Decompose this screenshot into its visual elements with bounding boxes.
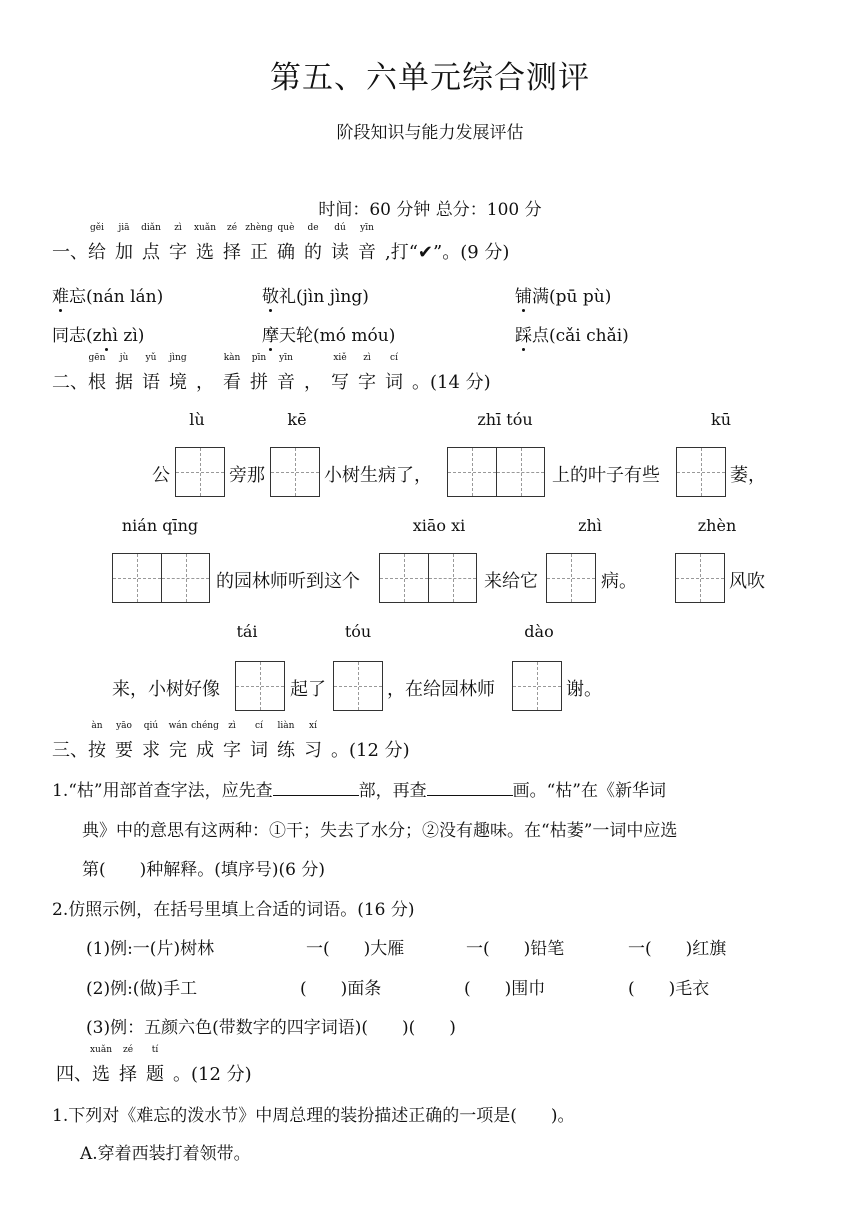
s3-q1-line2: 典》中的意思有这两种：①干；失去了水分；②没有趣味。在“枯萎”一词中应选 bbox=[82, 821, 678, 841]
s1-item-caidian: 踩点(cǎi chǎi) bbox=[515, 326, 629, 346]
annotated-char: 境 bbox=[169, 372, 187, 393]
annotated-char: 字 bbox=[169, 242, 187, 263]
annotated-char: 音 bbox=[358, 242, 376, 263]
pinyin-annotation: xuǎn bbox=[89, 1045, 113, 1055]
pinyin-zhen: zhèn bbox=[697, 516, 737, 535]
pinyin-annotated-char bbox=[245, 223, 273, 264]
writing-box-zhitou[interactable] bbox=[447, 447, 545, 497]
pinyin-annotation: pīn bbox=[251, 353, 267, 363]
annotated-char: ， bbox=[196, 372, 214, 393]
pinyin-annotation: cí bbox=[255, 721, 263, 731]
pinyin-annotated-char bbox=[146, 1045, 164, 1086]
annotated-char: 成 bbox=[196, 740, 214, 761]
annotated-char: 根 bbox=[88, 372, 106, 393]
annotated-char: 选 bbox=[92, 1064, 110, 1085]
pinyin-annotated-char bbox=[89, 1045, 113, 1086]
annotated-char: 求 bbox=[142, 740, 160, 761]
annotated-char: 词 bbox=[250, 740, 268, 761]
pinyin-annotation: cí bbox=[390, 353, 398, 363]
row2-text-geita: 来给它 bbox=[484, 571, 538, 592]
pinyin-annotated-char bbox=[331, 353, 349, 394]
pinyin-annotation: zì bbox=[174, 223, 182, 233]
pinyin-dao: dào bbox=[524, 622, 554, 641]
annotated-char: 选 bbox=[196, 242, 214, 263]
row3-text-qile: 起了 bbox=[290, 679, 326, 700]
annotated-char: 据 bbox=[115, 372, 133, 393]
pinyin-annotation: àn bbox=[91, 721, 103, 731]
s4-q1-option-a[interactable]: A.穿着西装打着领带。 bbox=[80, 1144, 251, 1164]
annotated-char: 题 bbox=[146, 1064, 164, 1085]
annotated-char: 拼 bbox=[250, 372, 268, 393]
pinyin-annotated-char bbox=[223, 353, 241, 394]
annotated-char: 读 bbox=[331, 242, 349, 263]
annotated-char: 练 bbox=[277, 740, 295, 761]
writing-box-zhen[interactable] bbox=[675, 553, 725, 603]
writing-box-dao[interactable] bbox=[512, 661, 562, 711]
annotated-char: 习 bbox=[304, 740, 322, 761]
annotated-char: 点 bbox=[142, 242, 160, 263]
row2-text-fengchui: 风吹 bbox=[729, 571, 765, 592]
writing-box-lu[interactable] bbox=[175, 447, 225, 497]
annotated-char: 要 bbox=[115, 740, 133, 761]
row1-text-wei: 萎， bbox=[730, 465, 766, 486]
pinyin-annotated-char bbox=[250, 721, 268, 762]
writing-box-nianqing[interactable] bbox=[112, 553, 210, 603]
answer-blank-bushou[interactable] bbox=[273, 778, 359, 796]
pinyin-annotated-char bbox=[88, 223, 106, 264]
pinyin-annotation: liàn bbox=[277, 721, 295, 731]
section-tail: ,打“✔”。(9 分) bbox=[385, 242, 510, 263]
pinyin-annotation: xuǎn bbox=[193, 223, 217, 233]
pinyin-annotation: diǎn bbox=[141, 223, 161, 233]
row1-text-pangna: 旁那 bbox=[229, 465, 265, 486]
pinyin-annotated-char bbox=[119, 1045, 137, 1086]
section4-heading: 四、 xuǎn 选 zé 择 tí 题 。(12 分) bbox=[56, 1045, 252, 1085]
pinyin-annotation: zì bbox=[363, 353, 371, 363]
pinyin-annotation: yǔ bbox=[145, 353, 157, 363]
pinyin-annotated-char bbox=[331, 223, 349, 264]
pinyin-annotation: gěi bbox=[90, 223, 104, 233]
pinyin-annotation: xiě bbox=[333, 353, 347, 363]
annotated-char: 完 bbox=[169, 740, 187, 761]
answer-blank-bihua[interactable] bbox=[427, 778, 513, 796]
s3-q2-1-example: (1)例:一(片)树林 bbox=[86, 939, 215, 959]
s3-q2-2-a[interactable]: ( )面条 bbox=[300, 979, 382, 999]
row1-text-gong: 公 bbox=[152, 465, 170, 486]
pinyin-annotated-char bbox=[304, 368, 322, 394]
pinyin-annotation: tí bbox=[151, 1045, 159, 1055]
pinyin-annotation: dú bbox=[334, 223, 346, 233]
pinyin-annotated-char bbox=[115, 721, 133, 762]
pinyin-zhitou: zhī tóu bbox=[477, 410, 533, 429]
pinyin-annotated-char bbox=[304, 223, 322, 264]
writing-box-zhi[interactable] bbox=[546, 553, 596, 603]
pinyin-annotated-char bbox=[385, 353, 403, 394]
pinyin-tai: tái bbox=[236, 622, 258, 641]
pinyin-annotated-char bbox=[168, 721, 188, 762]
annotated-char: 的 bbox=[304, 242, 322, 263]
annotated-char: 择 bbox=[223, 242, 241, 263]
pinyin-annotated-char bbox=[277, 223, 295, 264]
section2-heading: 二、 gēn 根 jù 据 yǔ 语 jìng 境 ， kàn 看 pīn 拼 yīn 音 ， xiě 写 zì 字 cí 词 。(14 分) bbox=[52, 353, 491, 393]
pinyin-annotation: yīn bbox=[360, 223, 374, 233]
pinyin-annotation: xí bbox=[309, 721, 317, 731]
row2-text-yuanlinshi: 的园林师听到这个 bbox=[216, 571, 360, 592]
pinyin-xiaoxi: xiāo xi bbox=[412, 516, 466, 535]
annotated-char: 择 bbox=[119, 1064, 137, 1085]
pinyin-annotated-char bbox=[115, 223, 133, 264]
pinyin-annotation: jù bbox=[119, 353, 129, 363]
annotated-char: 词 bbox=[385, 372, 403, 393]
s3-q2-2-example: (2)例:(做)手工 bbox=[86, 979, 198, 999]
pinyin-annotation: jiā bbox=[118, 223, 130, 233]
pinyin-annotation: zì bbox=[228, 721, 236, 731]
writing-box-ku[interactable] bbox=[676, 447, 726, 497]
s1-item-tongzhi: 同志(zhì zì) bbox=[52, 326, 145, 346]
pinyin-annotated-char bbox=[142, 721, 160, 762]
s3-q2: 2.仿照示例，在括号里填上合适的词语。(16 分) bbox=[52, 900, 415, 920]
s3-q2-1-a[interactable]: 一( )大雁 bbox=[306, 939, 405, 959]
writing-box-ke[interactable] bbox=[270, 447, 320, 497]
pinyin-annotation: qiú bbox=[143, 721, 159, 731]
pinyin-annotated-char bbox=[141, 223, 161, 264]
time-info: 时间：60 分钟 总分：100 分 bbox=[318, 200, 542, 220]
row3-text-xie: 谢。 bbox=[566, 679, 602, 700]
s1-item-puman: 铺满(pū pù) bbox=[515, 287, 612, 307]
pinyin-lu: lù bbox=[189, 410, 205, 429]
pinyin-ke: kē bbox=[287, 410, 307, 429]
writing-box-xiaoxi[interactable] bbox=[379, 553, 477, 603]
pinyin-annotation: zé bbox=[122, 1045, 134, 1055]
row3-text-lai: 来，小树好像 bbox=[112, 679, 220, 700]
pinyin-annotated-char bbox=[169, 353, 187, 394]
pinyin-annotation: jìng bbox=[169, 353, 187, 363]
s1-item-motianlun: 摩天轮(mó móu) bbox=[262, 326, 396, 346]
pinyin-annotation: gēn bbox=[88, 353, 106, 363]
annotated-char: 音 bbox=[277, 372, 295, 393]
pinyin-annotation: zhèng bbox=[245, 223, 273, 233]
annotated-char: 正 bbox=[250, 242, 268, 263]
s3-q2-2-c[interactable]: ( )毛衣 bbox=[628, 979, 710, 999]
pinyin-annotated-char bbox=[223, 223, 241, 264]
writing-box-tou[interactable] bbox=[333, 661, 383, 711]
s1-item-nanwang: 难忘(nán lán) bbox=[52, 287, 164, 307]
section3-heading: 三、 àn 按 yāo 要 qiú 求 wán 完 chéng 成 zì 字 cí 词 liàn 练 xí 习 。(12 分) bbox=[52, 721, 410, 761]
section-number: 一、 bbox=[52, 242, 88, 263]
row3-text-zaigei: ，在给园林师 bbox=[387, 679, 495, 700]
pinyin-annotated-char bbox=[277, 721, 295, 762]
page-subtitle: 阶段知识与能力发展评估 bbox=[336, 123, 524, 143]
writing-box-tai[interactable] bbox=[235, 661, 285, 711]
s3-q2-3[interactable]: (3)例：五颜六色(带数字的四字词语)( )( ) bbox=[86, 1018, 456, 1038]
s4-q1: 1.下列对《难忘的泼水节》中周总理的装扮描述正确的一项是( )。 bbox=[52, 1106, 575, 1126]
pinyin-annotation: chéng bbox=[191, 721, 219, 731]
pinyin-annotation: yāo bbox=[116, 721, 132, 731]
s3-q2-2-b[interactable]: ( )围巾 bbox=[464, 979, 546, 999]
annotated-char: 字 bbox=[358, 372, 376, 393]
pinyin-ku: kū bbox=[711, 410, 731, 429]
page-title: 第五、六单元综合测评 bbox=[270, 60, 590, 96]
pinyin-annotated-char bbox=[358, 353, 376, 394]
pinyin-annotated-char bbox=[88, 721, 106, 762]
pinyin-annotation: yīn bbox=[279, 353, 293, 363]
pinyin-tou: tóu bbox=[344, 622, 372, 641]
s3-q1-line3: 第( )种解释。(填序号)(6 分) bbox=[82, 860, 326, 880]
pinyin-nianqing: nián qīng bbox=[121, 516, 199, 535]
pinyin-annotated-char bbox=[358, 223, 376, 264]
annotated-char: ， bbox=[304, 372, 322, 393]
row1-text-yezi: 上的叶子有些 bbox=[552, 465, 660, 486]
pinyin-annotated-char bbox=[223, 721, 241, 762]
pinyin-annotation: kàn bbox=[223, 353, 241, 363]
s3-q2-1-b[interactable]: 一( )铅笔 bbox=[466, 939, 565, 959]
annotated-char: 语 bbox=[142, 372, 160, 393]
section4-words bbox=[89, 1045, 173, 1085]
s1-item-jingli: 敬礼(jìn jìng) bbox=[262, 287, 369, 307]
pinyin-annotated-char bbox=[277, 353, 295, 394]
pinyin-zhi: zhì bbox=[578, 516, 602, 535]
annotated-char: 按 bbox=[88, 740, 106, 761]
pinyin-annotated-char bbox=[115, 353, 133, 394]
annotated-char: 加 bbox=[115, 242, 133, 263]
pinyin-annotated-char bbox=[193, 223, 217, 264]
pinyin-annotated-char bbox=[250, 353, 268, 394]
annotated-char: 字 bbox=[223, 740, 241, 761]
pinyin-annotation: zé bbox=[226, 223, 238, 233]
pinyin-annotated-char bbox=[142, 353, 160, 394]
annotated-char: 看 bbox=[223, 372, 241, 393]
annotated-char: 确 bbox=[277, 242, 295, 263]
row1-text-xiaoshu: 小树生病了， bbox=[324, 465, 432, 486]
annotated-char: 给 bbox=[88, 242, 106, 263]
row2-text-bing: 病。 bbox=[601, 571, 637, 592]
pinyin-annotated-char bbox=[191, 721, 219, 762]
section1-heading bbox=[52, 223, 510, 264]
annotated-char: 写 bbox=[331, 372, 349, 393]
s3-q1-line1: 1.“枯”用部首查字法，应先查 部，再查 画。“枯”在《新华词 bbox=[52, 776, 666, 801]
pinyin-annotation: què bbox=[277, 223, 295, 233]
pinyin-annotated-char bbox=[169, 223, 187, 264]
pinyin-annotated-char bbox=[196, 368, 214, 394]
s3-q2-1-c[interactable]: 一( )红旗 bbox=[628, 939, 727, 959]
pinyin-annotation: wán bbox=[168, 721, 188, 731]
pinyin-annotated-char bbox=[88, 353, 106, 394]
pinyin-annotation: de bbox=[307, 223, 319, 233]
pinyin-annotated-char bbox=[304, 721, 322, 762]
section1-words bbox=[88, 223, 385, 263]
